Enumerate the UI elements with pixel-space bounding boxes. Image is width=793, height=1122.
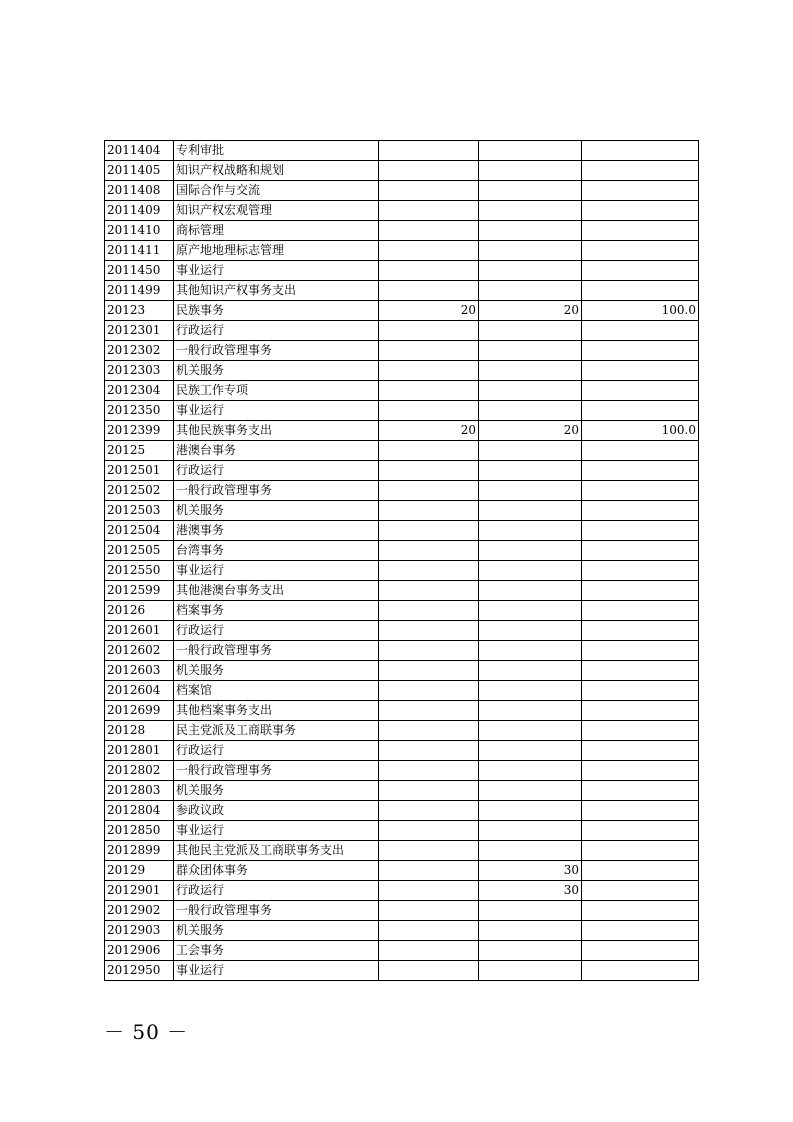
table-row [105,341,699,361]
value-cell-3 [582,761,699,781]
value-cell-2 [479,341,582,361]
table-row [105,641,699,661]
code-cell: 2012850 [105,821,174,841]
table-row [105,401,699,421]
code-cell: 2012801 [105,741,174,761]
value-cell-1 [379,481,479,501]
value-cell-1 [379,901,479,921]
value-cell-1 [379,781,479,801]
value-cell-3 [582,741,699,761]
value-cell-1 [379,501,479,521]
value-cell-2 [479,961,582,981]
code-cell: 2012902 [105,901,174,921]
value-cell-2 [479,261,582,281]
code-cell: 2011404 [105,141,174,161]
code-cell: 2011450 [105,261,174,281]
code-cell: 2012903 [105,921,174,941]
name-cell: 港澳事务 [174,521,379,541]
value-cell-2 [479,681,582,701]
value-cell-1 [379,341,479,361]
value-cell-2 [479,501,582,521]
value-cell-1 [379,581,479,601]
code-cell: 2012906 [105,941,174,961]
table-row [105,581,699,601]
value-cell-2 [479,741,582,761]
name-cell: 其他港澳台事务支出 [174,581,379,601]
value-cell-2 [479,661,582,681]
value-cell-1 [379,361,479,381]
table-row [105,921,699,941]
table-row [105,521,699,541]
code-cell: 2012604 [105,681,174,701]
name-cell: 行政运行 [174,621,379,641]
code-cell: 20128 [105,721,174,741]
name-cell: 其他民主党派及工商联事务支出 [174,841,379,861]
table-row [105,681,699,701]
value-cell-3 [582,641,699,661]
name-cell: 一般行政管理事务 [174,901,379,921]
name-cell: 台湾事务 [174,541,379,561]
name-cell: 行政运行 [174,881,379,901]
code-cell: 2011499 [105,281,174,301]
value-cell-1 [379,321,479,341]
name-cell: 行政运行 [174,321,379,341]
value-cell-3 [582,501,699,521]
value-cell-3 [582,381,699,401]
code-cell: 2012505 [105,541,174,561]
value-cell-1 [379,681,479,701]
code-cell: 20129 [105,861,174,881]
value-cell-2 [479,161,582,181]
table-row [105,741,699,761]
value-cell-2 [479,721,582,741]
name-cell: 事业运行 [174,561,379,581]
name-cell: 机关服务 [174,501,379,521]
value-cell-1 [379,541,479,561]
value-cell-1 [379,641,479,661]
value-cell-1 [379,141,479,161]
value-cell-1 [379,201,479,221]
name-cell: 工会事务 [174,941,379,961]
value-cell-3 [582,941,699,961]
code-cell: 2012802 [105,761,174,781]
value-cell-2 [479,201,582,221]
value-cell-3 [582,901,699,921]
value-cell-3 [582,481,699,501]
budget-table [104,140,699,981]
name-cell: 商标管理 [174,221,379,241]
code-cell: 20126 [105,601,174,621]
value-cell-1 [379,801,479,821]
value-cell-3 [582,681,699,701]
value-cell-3 [582,181,699,201]
value-cell-1 [379,661,479,681]
value-cell-2: 20 [479,301,582,321]
table-row [105,201,699,221]
code-cell: 20123 [105,301,174,321]
value-cell-1 [379,841,479,861]
value-cell-3 [582,261,699,281]
value-cell-3 [582,961,699,981]
value-cell-1 [379,241,479,261]
table-row [105,861,699,881]
code-cell: 2012550 [105,561,174,581]
code-cell: 2011410 [105,221,174,241]
value-cell-3 [582,801,699,821]
name-cell: 民族工作专项 [174,381,379,401]
table-row [105,301,699,321]
name-cell: 事业运行 [174,261,379,281]
name-cell: 民主党派及工商联事务 [174,721,379,741]
value-cell-3 [582,221,699,241]
table-row [105,281,699,301]
value-cell-1 [379,161,479,181]
name-cell: 档案事务 [174,601,379,621]
value-cell-1 [379,701,479,721]
table-row [105,701,699,721]
table-row [105,821,699,841]
code-cell: 2012350 [105,401,174,421]
table-row [105,481,699,501]
table-row [105,781,699,801]
name-cell: 机关服务 [174,361,379,381]
value-cell-1 [379,821,479,841]
value-cell-2 [479,141,582,161]
value-cell-1 [379,521,479,541]
value-cell-1 [379,181,479,201]
value-cell-2 [479,941,582,961]
code-cell: 2012899 [105,841,174,861]
name-cell: 其他知识产权事务支出 [174,281,379,301]
value-cell-3 [582,401,699,421]
value-cell-2 [479,761,582,781]
value-cell-3 [582,821,699,841]
value-cell-1 [379,921,479,941]
value-cell-1 [379,221,479,241]
table-row [105,601,699,621]
value-cell-3 [582,441,699,461]
value-cell-3 [582,621,699,641]
value-cell-2 [479,361,582,381]
value-cell-2 [479,841,582,861]
code-cell: 2012399 [105,421,174,441]
name-cell: 事业运行 [174,401,379,421]
value-cell-1 [379,761,479,781]
table-row [105,241,699,261]
value-cell-3 [582,161,699,181]
value-cell-2 [479,281,582,301]
name-cell: 一般行政管理事务 [174,481,379,501]
name-cell: 机关服务 [174,921,379,941]
table-row [105,761,699,781]
code-cell: 2011411 [105,241,174,261]
value-cell-2 [479,221,582,241]
value-cell-3 [582,881,699,901]
value-cell-1 [379,261,479,281]
value-cell-2 [479,621,582,641]
value-cell-3 [582,341,699,361]
value-cell-2: 30 [479,861,582,881]
table-row [105,361,699,381]
value-cell-2 [479,921,582,941]
table-row [105,881,699,901]
value-cell-1 [379,381,479,401]
name-cell: 机关服务 [174,661,379,681]
table-row [105,961,699,981]
table-row [105,461,699,481]
value-cell-3 [582,461,699,481]
value-cell-1 [379,721,479,741]
table-row [105,421,699,441]
code-cell: 2012502 [105,481,174,501]
value-cell-3: 100.0 [582,301,699,321]
value-cell-2 [479,241,582,261]
table-row [105,221,699,241]
name-cell: 其他档案事务支出 [174,701,379,721]
value-cell-3 [582,581,699,601]
code-cell: 2012501 [105,461,174,481]
value-cell-1 [379,461,479,481]
name-cell: 事业运行 [174,961,379,981]
code-cell: 2012602 [105,641,174,661]
value-cell-1 [379,441,479,461]
name-cell: 原产地地理标志管理 [174,241,379,261]
table-row [105,441,699,461]
value-cell-3 [582,841,699,861]
name-cell: 国际合作与交流 [174,181,379,201]
name-cell: 民族事务 [174,301,379,321]
value-cell-1 [379,741,479,761]
name-cell: 参政议政 [174,801,379,821]
code-cell: 2012950 [105,961,174,981]
name-cell: 群众团体事务 [174,861,379,881]
table-row [105,801,699,821]
value-cell-3: 100.0 [582,421,699,441]
value-cell-2 [479,801,582,821]
name-cell: 知识产权宏观管理 [174,201,379,221]
table-row [105,841,699,861]
value-cell-2 [479,521,582,541]
table-row [105,721,699,741]
value-cell-2 [479,601,582,621]
code-cell: 2012803 [105,781,174,801]
table-row [105,541,699,561]
value-cell-3 [582,141,699,161]
value-cell-2 [479,541,582,561]
name-cell: 机关服务 [174,781,379,801]
code-cell: 2011409 [105,201,174,221]
value-cell-3 [582,561,699,581]
value-cell-2 [479,321,582,341]
code-cell: 2011405 [105,161,174,181]
value-cell-3 [582,781,699,801]
name-cell: 事业运行 [174,821,379,841]
name-cell: 行政运行 [174,461,379,481]
value-cell-3 [582,281,699,301]
value-cell-2: 20 [479,421,582,441]
table-row [105,141,699,161]
value-cell-2 [479,441,582,461]
value-cell-1 [379,621,479,641]
value-cell-2: 30 [479,881,582,901]
table-row [105,561,699,581]
value-cell-2 [479,481,582,501]
value-cell-3 [582,921,699,941]
value-cell-2 [479,641,582,661]
value-cell-1 [379,401,479,421]
table-row [105,661,699,681]
table-row [105,901,699,921]
budget-sheet [104,140,699,981]
name-cell: 档案馆 [174,681,379,701]
name-cell: 一般行政管理事务 [174,341,379,361]
value-cell-3 [582,701,699,721]
value-cell-3 [582,721,699,741]
code-cell: 2012901 [105,881,174,901]
value-cell-2 [479,181,582,201]
table-row [105,261,699,281]
code-cell: 2012699 [105,701,174,721]
value-cell-2 [479,401,582,421]
code-cell: 2012304 [105,381,174,401]
value-cell-3 [582,661,699,681]
value-cell-1: 20 [379,421,479,441]
value-cell-2 [479,561,582,581]
value-cell-1 [379,281,479,301]
value-cell-2 [479,701,582,721]
value-cell-3 [582,541,699,561]
name-cell: 行政运行 [174,741,379,761]
value-cell-3 [582,521,699,541]
code-cell: 2012804 [105,801,174,821]
code-cell: 2011408 [105,181,174,201]
value-cell-2 [479,581,582,601]
value-cell-3 [582,601,699,621]
value-cell-2 [479,821,582,841]
value-cell-3 [582,861,699,881]
table-row [105,161,699,181]
value-cell-1 [379,861,479,881]
code-cell: 2012302 [105,341,174,361]
value-cell-1 [379,961,479,981]
code-cell: 2012503 [105,501,174,521]
code-cell: 2012603 [105,661,174,681]
name-cell: 专利审批 [174,141,379,161]
code-cell: 2012301 [105,321,174,341]
name-cell: 知识产权战略和规划 [174,161,379,181]
value-cell-2 [479,781,582,801]
value-cell-3 [582,201,699,221]
value-cell-1: 20 [379,301,479,321]
code-cell: 20125 [105,441,174,461]
value-cell-2 [479,381,582,401]
code-cell: 2012601 [105,621,174,641]
value-cell-1 [379,941,479,961]
code-cell: 2012504 [105,521,174,541]
budget-table-body [105,141,699,981]
value-cell-3 [582,241,699,261]
code-cell: 2012303 [105,361,174,381]
name-cell: 一般行政管理事务 [174,641,379,661]
value-cell-2 [479,461,582,481]
value-cell-3 [582,321,699,341]
value-cell-1 [379,881,479,901]
name-cell: 港澳台事务 [174,441,379,461]
code-cell: 2012599 [105,581,174,601]
table-row [105,501,699,521]
value-cell-1 [379,601,479,621]
table-row [105,321,699,341]
table-row [105,941,699,961]
page-number: － 50 － [104,1020,189,1044]
table-row [105,181,699,201]
table-row [105,381,699,401]
value-cell-2 [479,901,582,921]
name-cell: 其他民族事务支出 [174,421,379,441]
value-cell-1 [379,561,479,581]
table-row [105,621,699,641]
value-cell-3 [582,361,699,381]
name-cell: 一般行政管理事务 [174,761,379,781]
